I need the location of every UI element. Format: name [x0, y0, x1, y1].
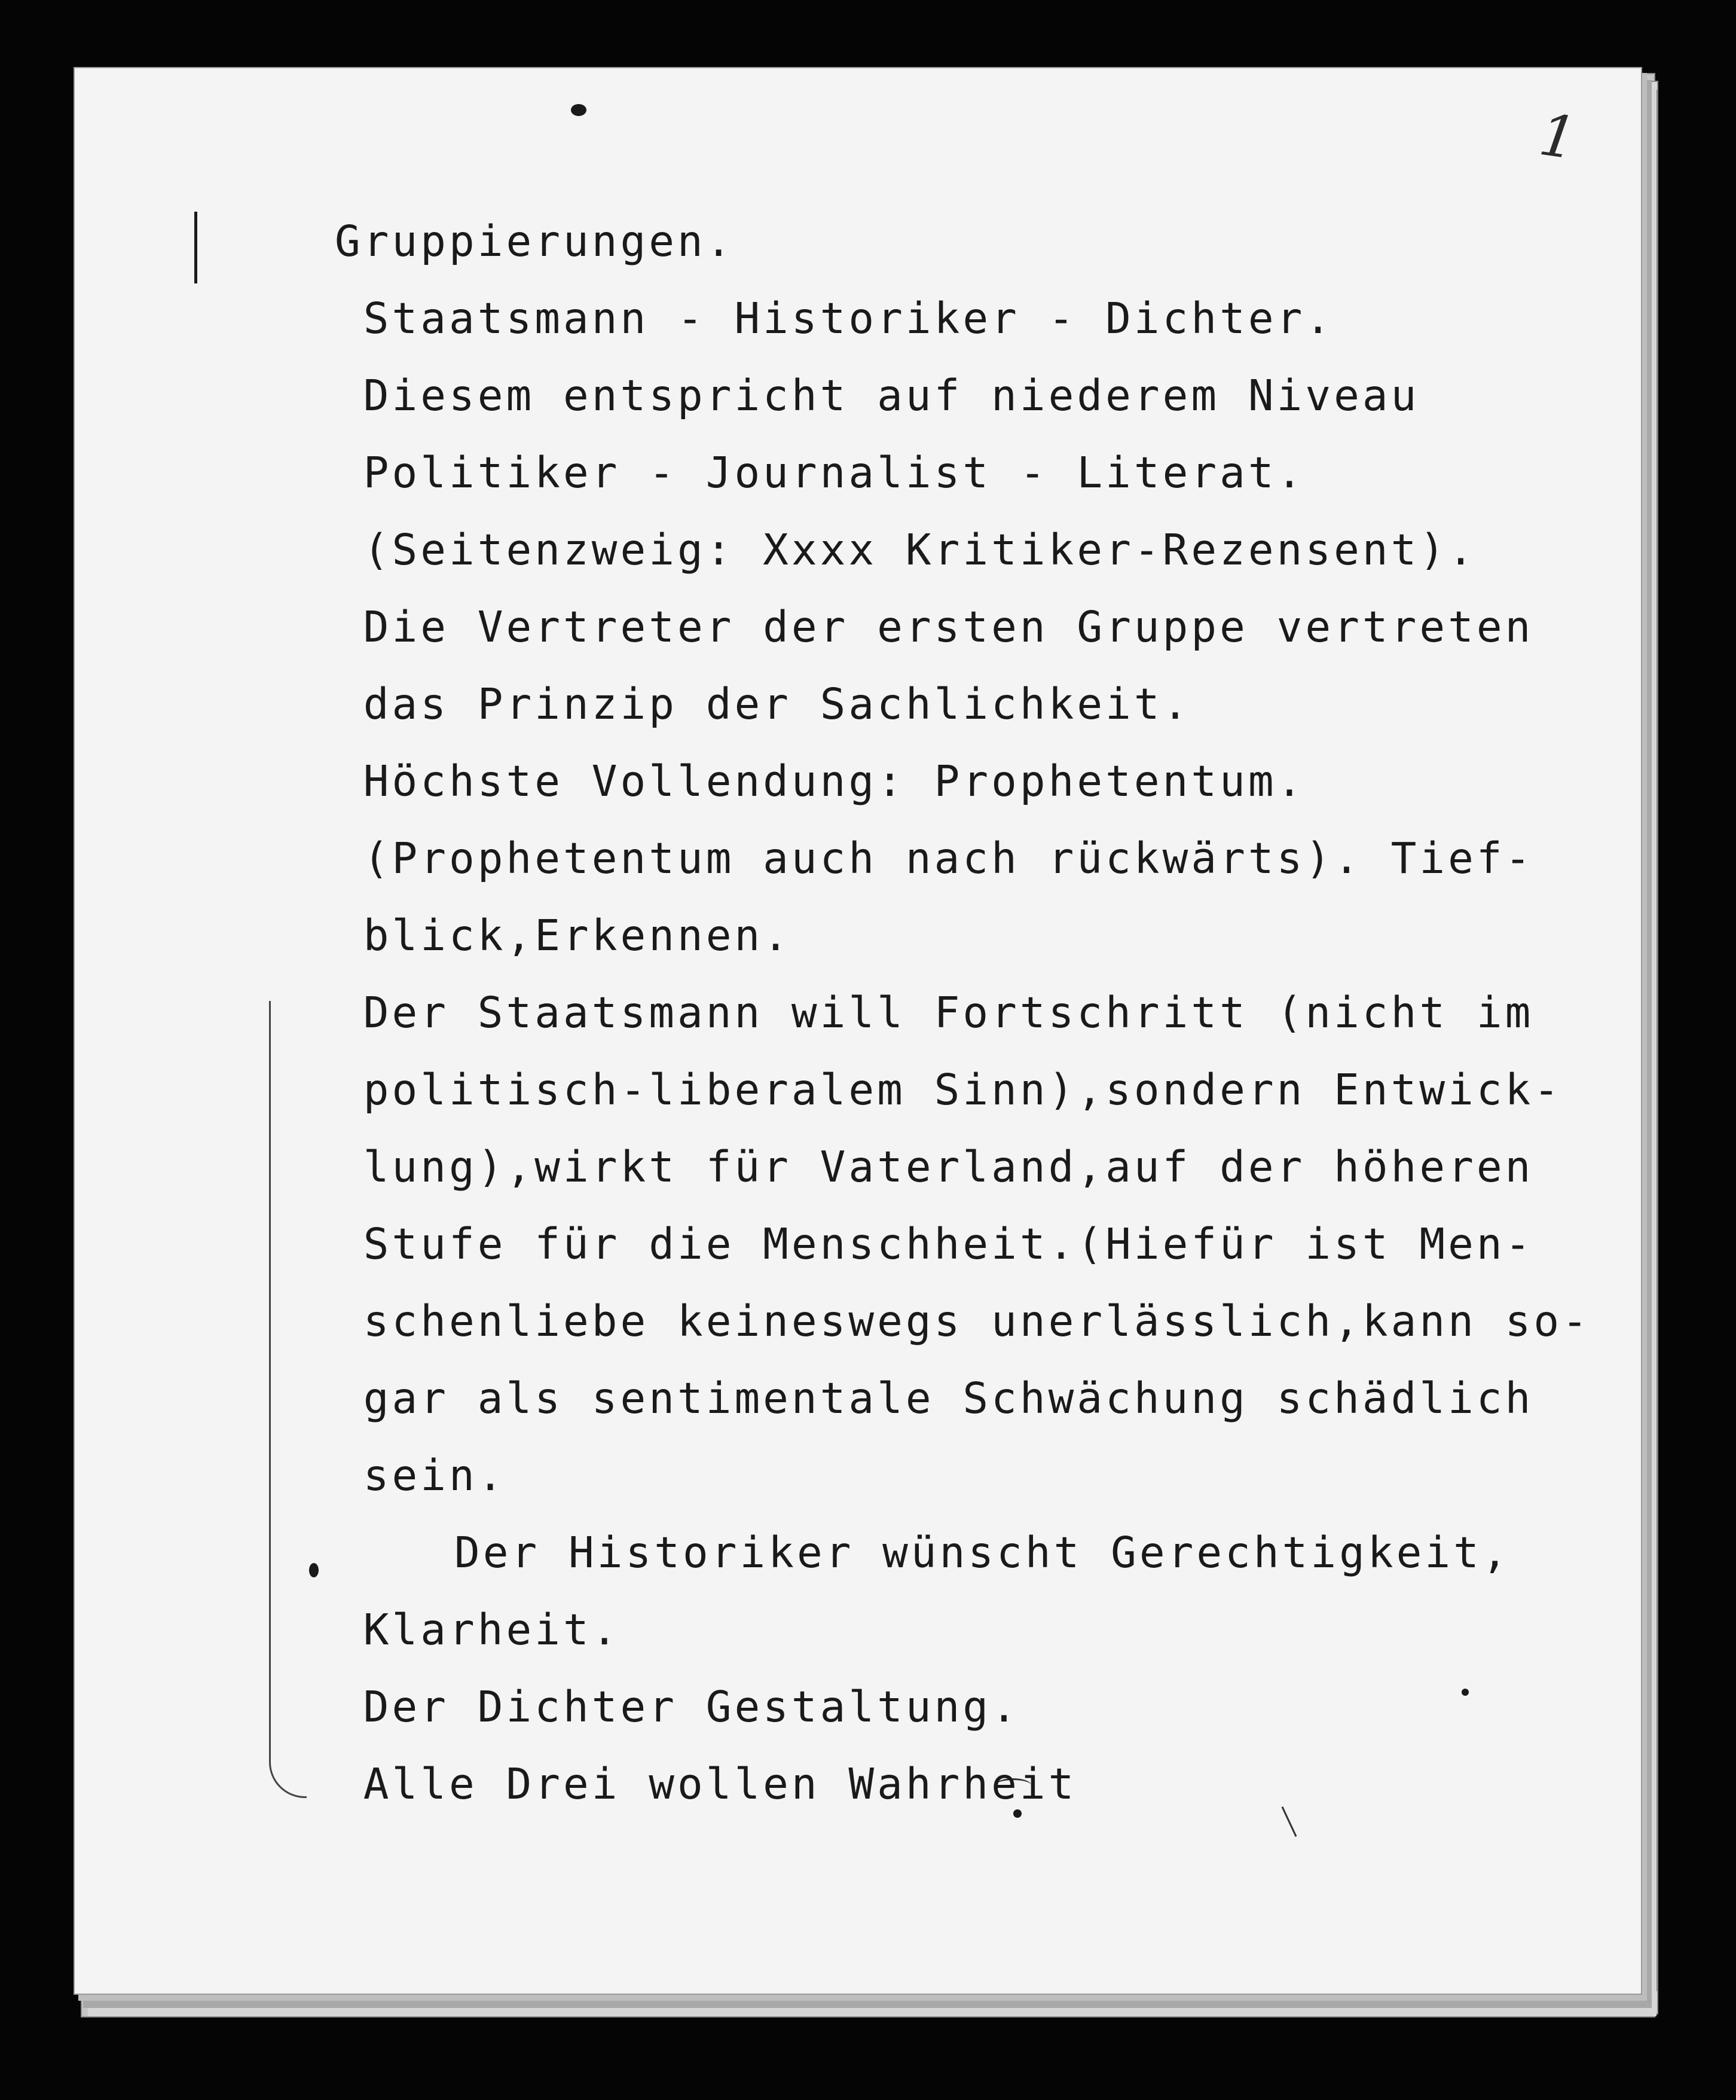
text-line: (Prophetentum auch nach rückwärts). Tief-: [335, 834, 1534, 883]
text-line: blick,Erkennen.: [335, 911, 791, 960]
text-line: Stufe für die Menschheit.(Hiefür ist Men-: [335, 1219, 1534, 1269]
text-line: Alle Drei wollen Wahrheit: [335, 1759, 1077, 1809]
text-line: Die Vertreter der ersten Gruppe vertreten: [335, 602, 1534, 652]
margin-mark: [194, 212, 197, 283]
typewritten-text: [335, 203, 1590, 1823]
typewritten-page: [74, 67, 1642, 1995]
page-number: 1: [1535, 101, 1581, 173]
text-line: Klarheit.: [335, 1605, 621, 1655]
text-line: schenliebe keineswegs unerlässlich,kann so-: [335, 1296, 1591, 1346]
stacked-page-edges: [1641, 90, 1658, 1991]
text-line: gar als sentimentale Schwächung schädlich: [335, 1373, 1534, 1423]
text-line-indented: Der Historiker wünscht Gerechtigkeit,: [454, 1528, 1511, 1577]
text-line: Der Dichter Gestaltung.: [335, 1682, 1020, 1732]
text-line: Der Staatsmann will Fortschritt (nicht im: [335, 988, 1534, 1037]
text-line: Politiker - Journalist - Literat.: [335, 448, 1306, 497]
text-line: das Prinzip der Sachlichkeit.: [335, 679, 1191, 729]
text-line: Staatsmann - Historiker - Dichter.: [335, 294, 1334, 343]
text-line: politisch-liberalem Sinn),sondern Entwick-: [335, 1065, 1563, 1115]
text-line: Gruppierungen.: [335, 216, 735, 266]
ink-spot: [571, 104, 586, 116]
text-line: Höchste Vollendung: Prophetentum.: [335, 756, 1306, 806]
text-line: lung),wirkt für Vaterland,auf der höheren: [335, 1142, 1534, 1192]
pencil-bracket-mark: [269, 1001, 307, 1798]
text-line: Diesem entspricht auf niederem Niveau: [335, 371, 1420, 420]
ink-spot: [309, 1563, 319, 1577]
text-line: sein.: [335, 1451, 506, 1500]
text-line: (Seitenzweig: Xxxx Kritiker-Rezensent).: [335, 525, 1477, 575]
